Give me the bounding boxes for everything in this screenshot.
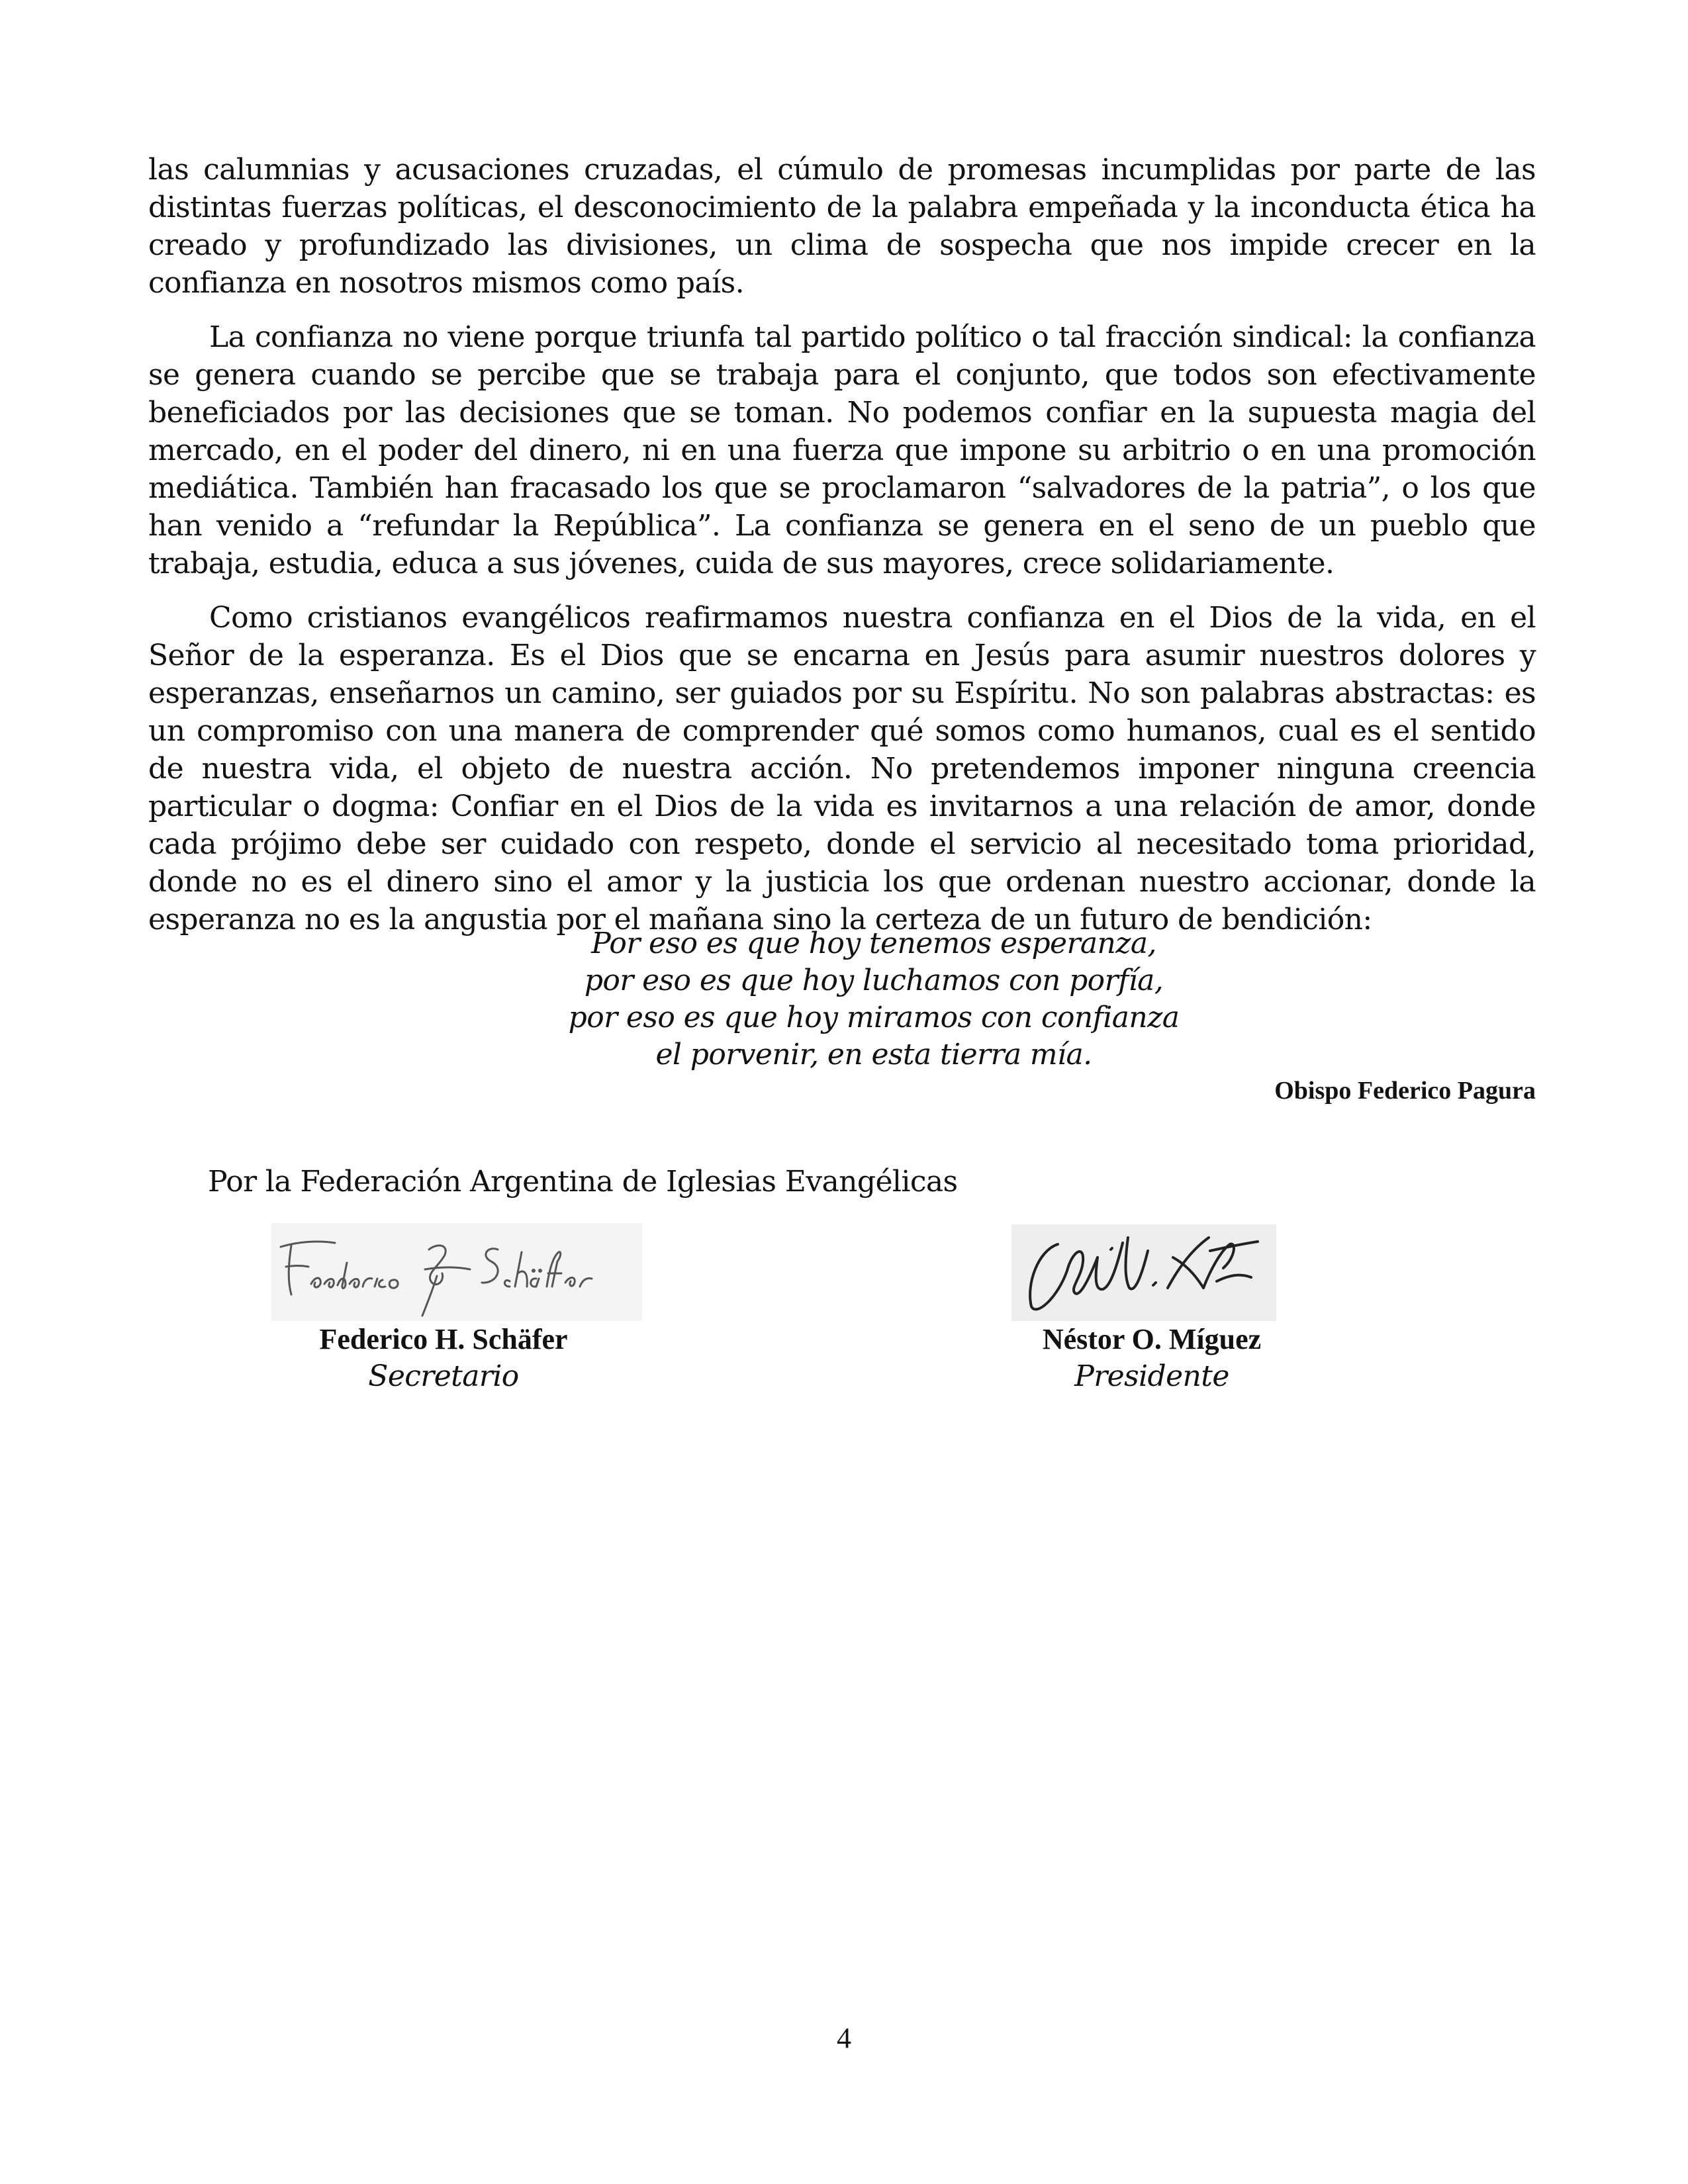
signatory-name: Federico H. Schäfer (319, 1323, 568, 1355)
paragraph: La confianza no viene porque triunfa tal partido político o tal fracción sindical: la confianza se genera cuando se percibe que se trabaja para el conjunto, que todos son efectivamente beneficiados por las decisiones que se toman. No podemos confiar en la supuesta magia del mercado, en el poder del dinero, ni en una fuerza que impone su arbitrio o en una promoción mediática. También han fracasado los que se proclamaron “salvadores de la patria”, o los que han venido a “refundar la República”. La confianza se genera en el seno de un pueblo que trabaja, estudia, educa a sus jóvenes, cuida de sus mayores, crece solidariamente. (148, 320, 1536, 580)
poem-line: el porvenir, en esta tierra mía. (655, 1038, 1092, 1071)
poem-author: Obispo Federico Pagura (1274, 1077, 1536, 1105)
signatory-name: Néstor O. Míguez (1042, 1323, 1262, 1355)
signatory-role: Presidente (1074, 1359, 1229, 1393)
poem-line: por eso es que hoy luchamos con porfía, (584, 964, 1164, 997)
signature-president (1011, 1224, 1276, 1321)
body-text (148, 151, 1536, 955)
signatory-president (980, 1321, 1324, 1395)
poem-line: por eso es que hoy miramos con confianza (568, 1001, 1180, 1034)
signatory-role: Secretario (368, 1359, 519, 1393)
poem-line: Por eso es que hoy tenemos esperanza, (591, 927, 1156, 960)
federation-line: Por la Federación Argentina de Iglesias Evangélicas (208, 1165, 958, 1199)
poem-quote (463, 925, 1284, 1073)
page-number: 4 (837, 2022, 851, 2054)
paragraph: Como cristianos evangélicos reafirmamos nuestra confianza en el Dios de la vida, en el Señor de la esperanza. Es el Dios que se encarna en Jesús para asumir nuestros dolores y esperanzas, enseñarnos un camino, ser guiados por su Espíritu. No son palabras abstractas: es un compromiso con una manera de comprender qué somos como humanos, cual es el sentido de nuestra vida, el objeto de nuestra acción. No pretendemos imponer ninguna creencia particular o dogma: Confiar en el Dios de la vida es invitarnos a una relación de amor, donde cada prójimo debe ser cuidado con respeto, donde el servicio al necesitado toma prioridad, donde no es el dinero sino el amor y la justicia los que ordenan nuestro accionar, donde la esperanza no es la angustia por el mañana sino la certeza de un futuro de bendición: (148, 601, 1536, 936)
signatory-secretary (278, 1321, 609, 1395)
paragraph: las calumnias y acusaciones cruzadas, el cúmulo de promesas incumplidas por parte de las distintas fuerzas políticas, el desconocimiento de la palabra empeñada y la inconducta ética ha creado y profundizado las divisiones, un clima de sospecha que nos impide crecer en la confianza en nosotros mismos como país. (148, 153, 1536, 300)
signature-secretary (271, 1223, 642, 1321)
